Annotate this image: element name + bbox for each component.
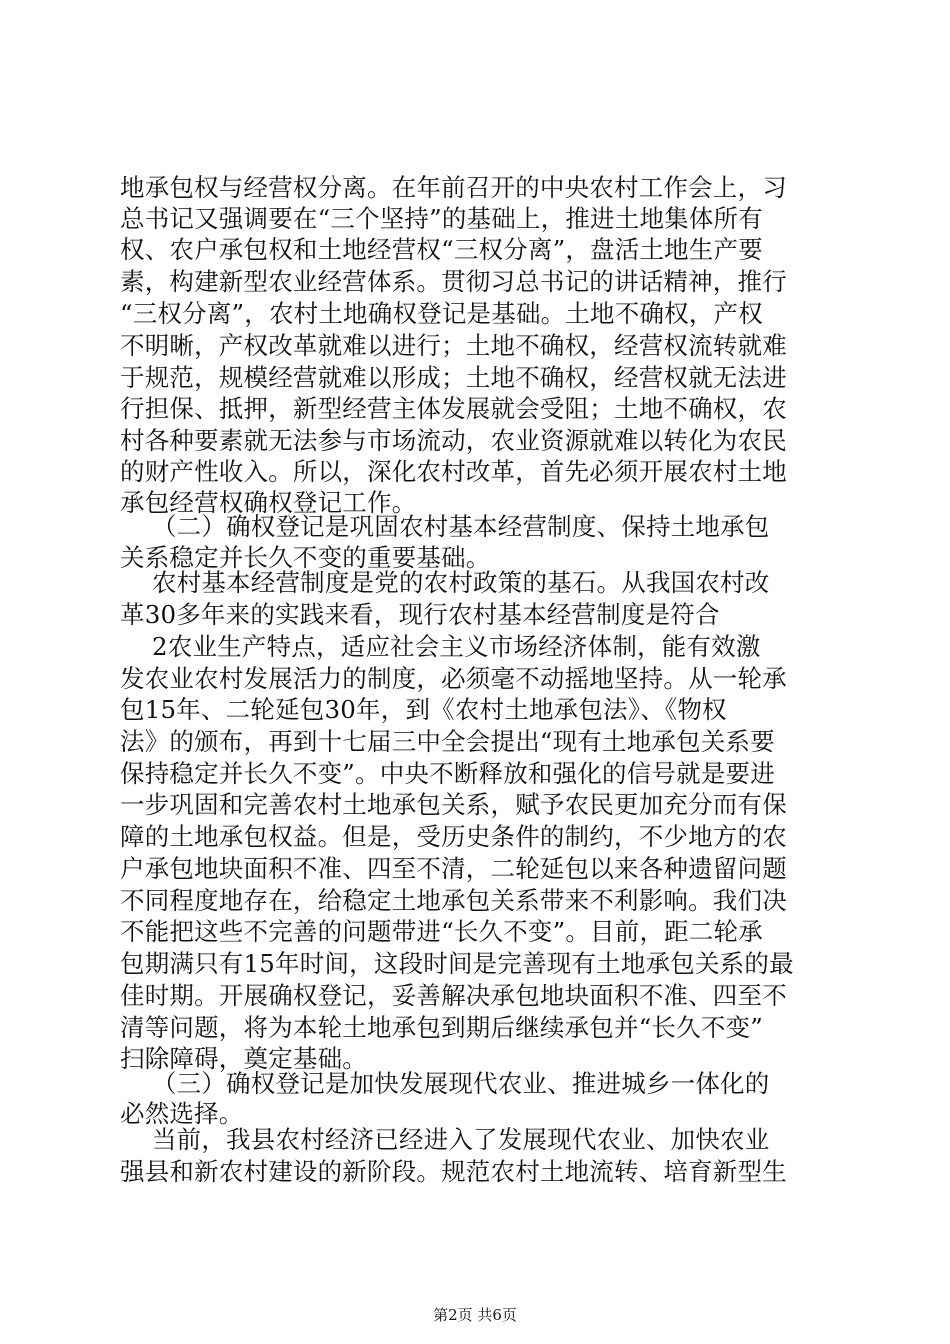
body-text-line: 佳时期。开展确权登记，妥善解决承包地块面积不准、四至不 xyxy=(120,981,787,1010)
body-text-line: 地承包权与经营权分离。在年前召开的中央农村工作会上，习 xyxy=(120,173,787,202)
body-text-line: 一步巩固和完善农村土地承包关系，赋予农民更加充分而有保 xyxy=(120,790,787,819)
body-text-line: 承包经营权确权登记工作。 xyxy=(120,488,417,517)
body-text-line: 法》的颁布，再到十七届三中全会提出“现有土地承包关系要 xyxy=(120,727,775,756)
body-text-line: 不同程度地存在，给稳定土地承包关系带来不利影响。我们决 xyxy=(120,886,787,915)
body-text-line: 行担保、抵押，新型经营主体发展就会受阻；土地不确权，农 xyxy=(120,394,787,423)
body-text-line: 于规范，规模经营就难以形成；土地不确权，经营权就无法进 xyxy=(120,363,787,392)
body-text-line: 素，构建新型农业经营体系。贯彻习总书记的讲话精神，推行 xyxy=(120,267,787,296)
body-text-line: 包15年、二轮延包30年，到《农村土地承包法》、《物权 xyxy=(120,695,727,724)
body-text-line: 扫除障碍，奠定基础。 xyxy=(120,1044,367,1073)
body-text-line: 发农业农村发展活力的制度，必须毫不动摇地坚持。从一轮承 xyxy=(120,664,787,693)
body-text-line: 清等问题，将为本轮土地承包到期后继续承包并“长久不变” xyxy=(120,1013,763,1042)
body-text-line: 村各种要素就无法参与市场流动，农业资源就难以转化为农民 xyxy=(120,426,787,455)
body-text-line: 不明晰，产权改革就难以进行；土地不确权，经营权流转就难 xyxy=(120,331,787,360)
section-heading-2-cont: 关系稳定并长久不变的重要基础。 xyxy=(120,543,491,572)
body-text-line: 当前，我县农村经济已经进入了发展现代农业、加快农业 xyxy=(120,1125,770,1154)
section-heading-3: （三）确权登记是加快发展现代农业、推进城乡一体化的 xyxy=(120,1069,770,1098)
body-text-line: 强县和新农村建设的新阶段。规范农村土地流转、培育新型生 xyxy=(120,1157,787,1186)
page-number-footer: 第2页 共6页 xyxy=(433,1306,517,1324)
body-text-line: 保持稳定并长久不变”。中央不断释放和强化的信号就是要进 xyxy=(120,759,775,788)
body-text-line: 农村基本经营制度是党的农村政策的基石。从我国农村改 xyxy=(120,568,770,597)
body-text-line: “三权分离”，农村土地确权登记是基础。土地不确权，产权 xyxy=(120,299,763,328)
section-heading-3-cont: 必然选择。 xyxy=(120,1099,244,1128)
body-text-line: 2农业生产特点，适应社会主义市场经济体制，能有效激 xyxy=(120,632,761,661)
section-heading-2: （二）确权登记是巩固农村基本经营制度、保持土地承包 xyxy=(120,512,770,541)
body-text-line: 的财产性收入。所以，深化农村改革，首先必须开展农村土地 xyxy=(120,457,787,486)
body-text-line: 障的土地承包权益。但是，受历史条件的制约，不少地方的农 xyxy=(120,822,787,851)
body-text-line: 权、农户承包权和土地经营权“三权分离”，盘活土地生产要 xyxy=(120,235,763,264)
body-text-line: 不能把这些不完善的问题带进“长久不变”。目前，距二轮承 xyxy=(120,917,763,946)
body-text-line: 户承包地块面积不准、四至不清，二轮延包以来各种遗留问题 xyxy=(120,854,787,883)
body-text-line: 总书记又强调要在“三个坚持”的基础上，推进土地集体所有 xyxy=(120,204,763,233)
body-text-line: 革30多年来的实践来看，现行农村基本经营制度是符合 xyxy=(120,600,720,629)
body-text-line: 包期满只有15年时间，这段时间是完善现有土地承包关系的最 xyxy=(120,949,794,978)
